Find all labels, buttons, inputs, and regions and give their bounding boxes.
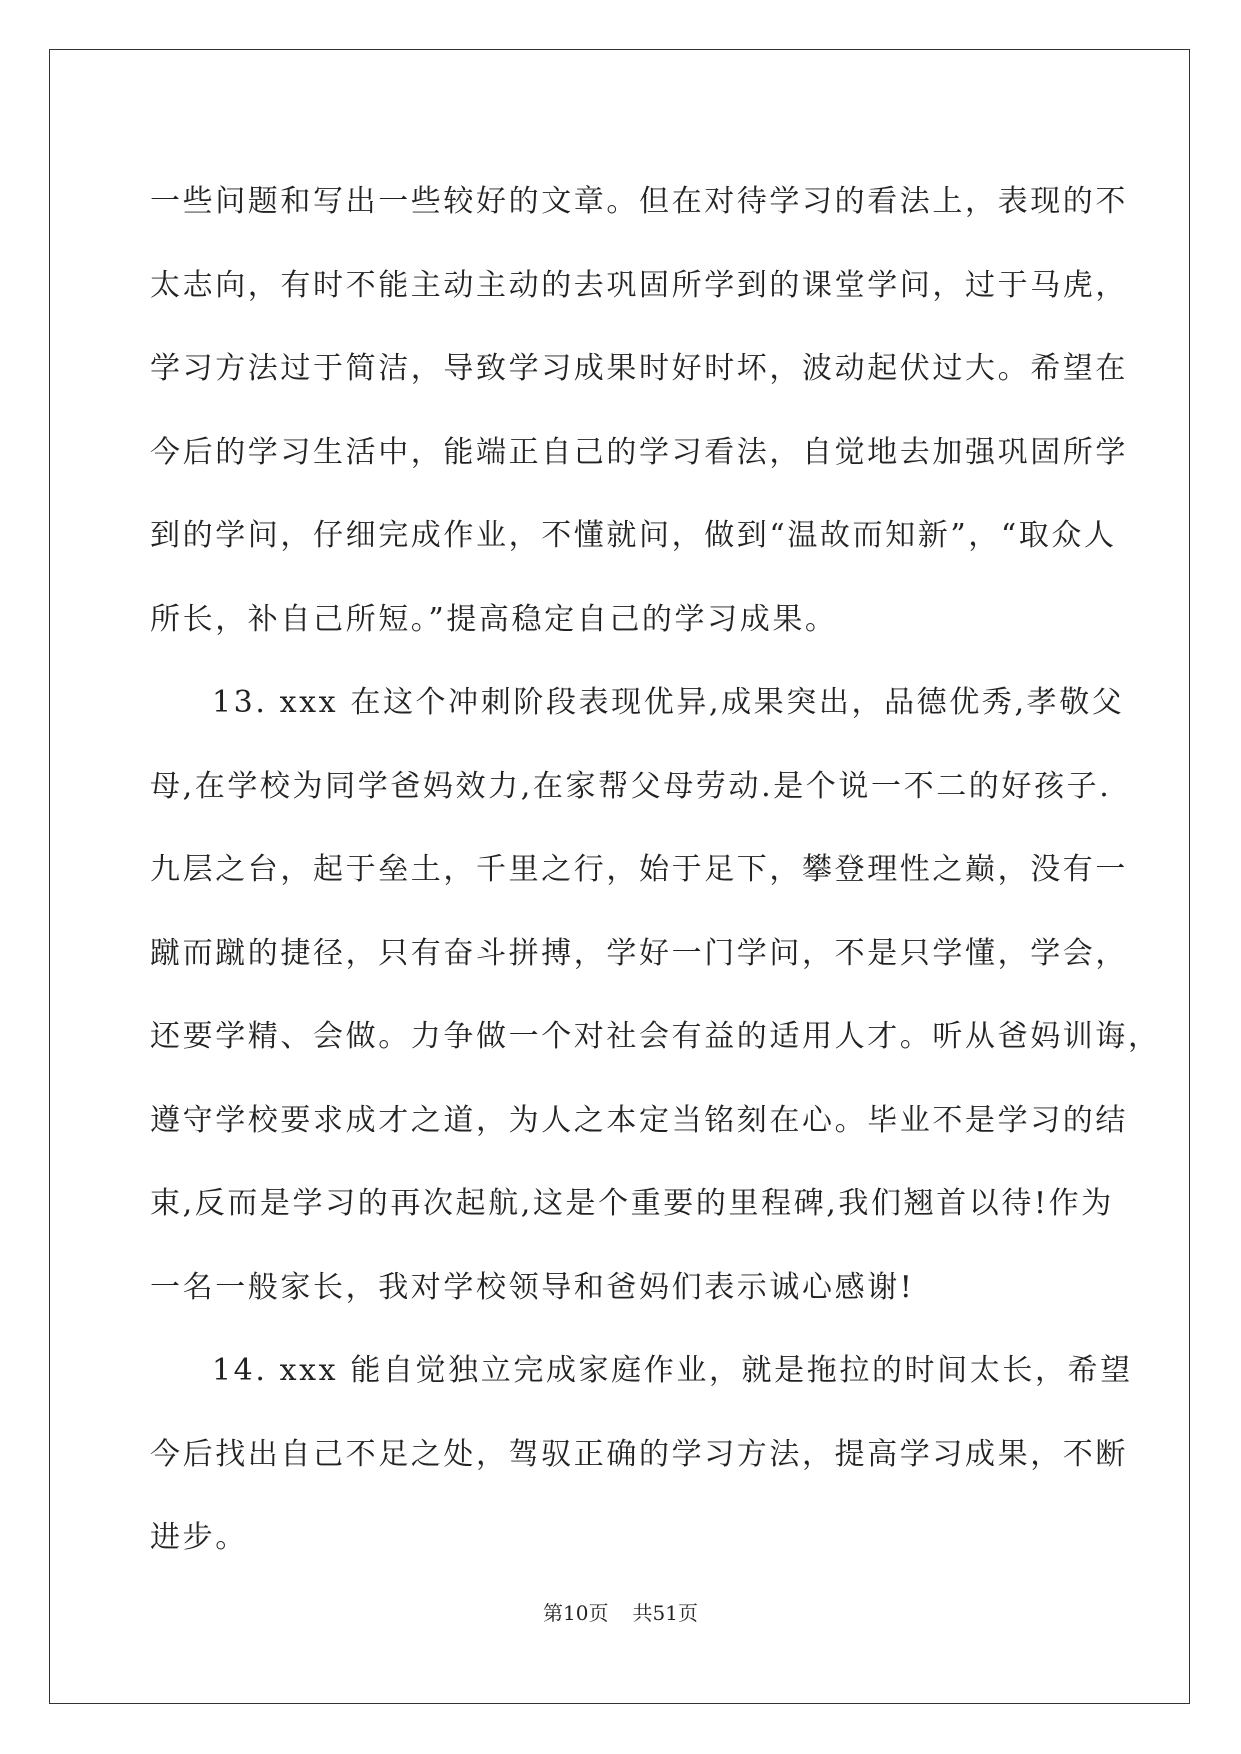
text-line: 还要学精、会做。力争做一个对社会有益的适用人才。听从爸妈训诲，: [150, 1019, 1161, 1054]
text-line: 母,在学校为同学爸妈效力,在家帮父母劳动.是个说一不二的好孩子.: [150, 768, 1112, 804]
text-line: 到的学问，仔细完成作业，不懂就问，做到“温故而知新”，“取众人: [150, 518, 1117, 553]
text-line: 一些问题和写出一些较好的文章。但在对待学习的看法上，表现的不: [150, 184, 1128, 219]
paragraph-start-line: 13. xxx 在这个冲刺阶段表现优异,成果突出，品德优秀,孝敬父: [212, 685, 1125, 720]
text-line: 进步。: [150, 1520, 248, 1555]
text-line: 学习方法过于简洁，导致学习成果时好时坏，波动起伏过大。希望在: [150, 351, 1128, 386]
page-number-total: 共51页: [632, 1601, 698, 1625]
text-line: 束,反而是学习的再次起航,这是个重要的里程碑,我们翘首以待!作为: [150, 1186, 1114, 1221]
paragraph-start-line: 14. xxx 能自觉独立完成家庭作业，就是拖拉的时间太长，希望: [212, 1353, 1133, 1388]
page-number-current: 第10页: [543, 1601, 609, 1625]
text-line: 今后找出自己不足之处，驾驭正确的学习方法，提高学习成果，不断: [150, 1436, 1128, 1472]
document-body: [150, 160, 1161, 1580]
text-line: 九层之台，起于垒土，千里之行，始于足下，攀登理性之巅，没有一: [150, 852, 1128, 887]
page-footer: [0, 1597, 1241, 1626]
text-line: 遵守学校要求成才之道，为人之本定当铭刻在心。毕业不是学习的结: [150, 1102, 1128, 1138]
text-line: 今后的学习生活中，能端正自己的学习看法，自觉地去加强巩固所学: [150, 434, 1128, 470]
text-line: 蹴而蹴的捷径，只有奋斗拼搏，学好一门学问，不是只学懂，学会，: [150, 935, 1128, 971]
text-line: 所长，补自己所短。”提高稳定自己的学习成果。: [150, 601, 838, 637]
text-line: 太志向，有时不能主动主动的去巩固所学到的课堂学问，过于马虎，: [150, 267, 1128, 303]
text-line: 一名一般家长，我对学校领导和爸妈们表示诚心感谢!: [150, 1269, 915, 1305]
